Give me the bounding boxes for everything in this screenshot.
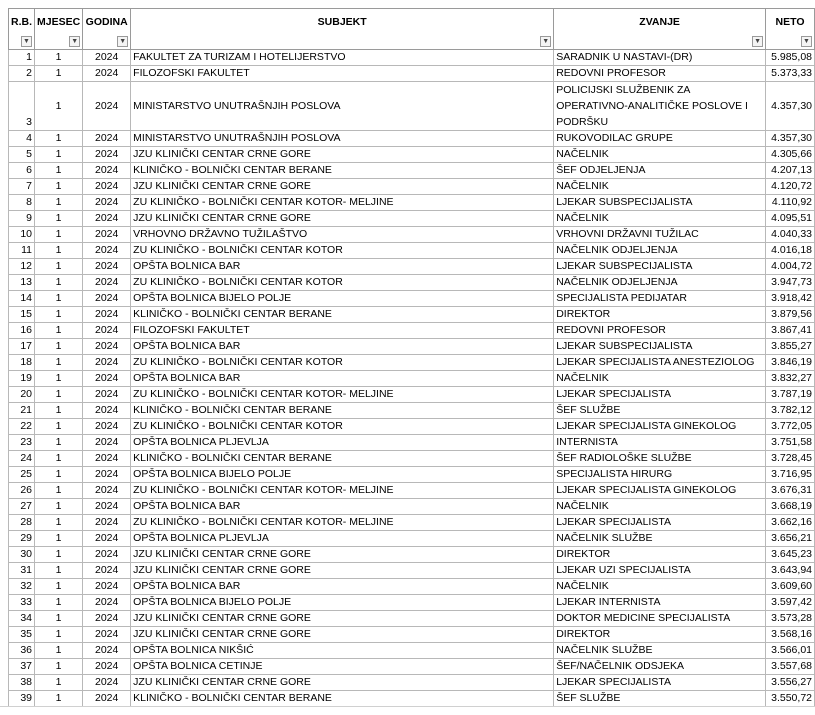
cell-neto[interactable]: 3.573,28 (766, 611, 815, 627)
cell-godina[interactable]: 2024 (83, 163, 131, 179)
cell-subjekt[interactable]: ZU KLINIČKO - BOLNIČKI CENTAR KOTOR- MELJINE (131, 195, 554, 211)
cell-zvanje[interactable]: LJEKAR UZI SPECIJALISTA (554, 563, 766, 579)
table-row (9, 627, 815, 643)
cell-subjekt[interactable]: JZU KLINIČKI CENTAR CRNE GORE (131, 147, 554, 163)
cell-neto[interactable]: 3.867,41 (766, 323, 815, 339)
filter-dropdown-icon[interactable]: ▼ (21, 36, 32, 47)
cell-zvanje[interactable]: RUKOVODILAC GRUPE (554, 131, 766, 147)
cell-godina[interactable]: 2024 (83, 259, 131, 275)
table-row (9, 371, 815, 387)
column-header-label: R.B. (11, 16, 32, 28)
cell-neto[interactable]: 3.787,19 (766, 387, 815, 403)
cell-rb[interactable]: 37 (9, 659, 35, 675)
cell-mjesec[interactable]: 1 (35, 403, 83, 419)
cell-godina[interactable]: 2024 (83, 659, 131, 675)
table-row (9, 595, 815, 611)
cell-subjekt[interactable]: ZU KLINIČKO - BOLNIČKI CENTAR KOTOR (131, 419, 554, 435)
cell-mjesec[interactable]: 1 (35, 163, 83, 179)
cell-neto[interactable]: 3.643,94 (766, 563, 815, 579)
cell-godina[interactable]: 2024 (83, 627, 131, 643)
filter-dropdown-icon[interactable]: ▼ (540, 36, 551, 47)
cell-zvanje[interactable]: ŠEF RADIOLOŠKE SLUŽBE (554, 451, 766, 467)
cell-rb[interactable]: 24 (9, 451, 35, 467)
cell-subjekt[interactable]: ZU KLINIČKO - BOLNIČKI CENTAR KOTOR- MELJINE (131, 515, 554, 531)
cell-godina[interactable]: 2024 (83, 691, 131, 707)
cell-neto[interactable]: 5.985,08 (766, 50, 815, 66)
cell-rb[interactable]: 33 (9, 595, 35, 611)
cell-subjekt[interactable]: JZU KLINIČKI CENTAR CRNE GORE (131, 611, 554, 627)
cell-rb[interactable]: 4 (9, 131, 35, 147)
cell-subjekt[interactable]: JZU KLINIČKI CENTAR CRNE GORE (131, 211, 554, 227)
cell-neto[interactable]: 3.855,27 (766, 339, 815, 355)
table-row (9, 515, 815, 531)
cell-neto[interactable]: 3.668,19 (766, 499, 815, 515)
cell-rb[interactable]: 34 (9, 611, 35, 627)
cell-mjesec[interactable]: 1 (35, 179, 83, 195)
sheet-bottom-edge (0, 706, 815, 707)
cell-godina[interactable]: 2024 (83, 643, 131, 659)
table-row (9, 403, 815, 419)
cell-godina[interactable]: 2024 (83, 227, 131, 243)
cell-mjesec[interactable]: 1 (35, 659, 83, 675)
cell-godina[interactable]: 2024 (83, 611, 131, 627)
cell-neto[interactable]: 4.095,51 (766, 211, 815, 227)
table-row (9, 691, 815, 707)
cell-neto[interactable]: 3.609,60 (766, 579, 815, 595)
cell-mjesec[interactable]: 1 (35, 483, 83, 499)
cell-zvanje[interactable]: LJEKAR SPECIJALISTA (554, 515, 766, 531)
cell-subjekt[interactable]: ZU KLINIČKO - BOLNIČKI CENTAR KOTOR (131, 355, 554, 371)
salary-table (8, 8, 815, 707)
table-row (9, 50, 815, 66)
cell-godina[interactable]: 2024 (83, 387, 131, 403)
cell-zvanje[interactable]: DIREKTOR (554, 547, 766, 563)
cell-mjesec[interactable]: 1 (35, 419, 83, 435)
cell-mjesec[interactable]: 1 (35, 435, 83, 451)
cell-subjekt[interactable]: KLINIČKO - BOLNIČKI CENTAR BERANE (131, 403, 554, 419)
column-header-neto (766, 9, 815, 50)
table-row (9, 339, 815, 355)
cell-zvanje[interactable]: NAČELNIK ODJELJENJA (554, 275, 766, 291)
cell-subjekt[interactable]: OPŠTA BOLNICA BIJELO POLJE (131, 291, 554, 307)
table-row (9, 275, 815, 291)
table-body (9, 50, 815, 707)
cell-rb[interactable]: 13 (9, 275, 35, 291)
cell-subjekt[interactable]: OPŠTA BOLNICA BIJELO POLJE (131, 595, 554, 611)
cell-zvanje[interactable]: ŠEF SLUŽBE (554, 691, 766, 707)
cell-neto[interactable]: 3.846,19 (766, 355, 815, 371)
cell-rb[interactable]: 20 (9, 387, 35, 403)
cell-rb[interactable]: 23 (9, 435, 35, 451)
cell-neto[interactable]: 3.597,42 (766, 595, 815, 611)
cell-mjesec[interactable]: 1 (35, 211, 83, 227)
cell-neto[interactable]: 3.832,27 (766, 371, 815, 387)
cell-rb[interactable]: 19 (9, 371, 35, 387)
spreadsheet (8, 8, 815, 715)
table-row (9, 227, 815, 243)
cell-zvanje[interactable]: SPECIJALISTA PEDIJATAR (554, 291, 766, 307)
cell-godina[interactable]: 2024 (83, 355, 131, 371)
cell-mjesec[interactable]: 1 (35, 531, 83, 547)
cell-zvanje[interactable]: NAČELNIK SLUŽBE (554, 643, 766, 659)
cell-godina[interactable]: 2024 (83, 467, 131, 483)
table-row (9, 355, 815, 371)
cell-subjekt[interactable]: VRHOVNO DRŽAVNO TUŽILAŠTVO (131, 227, 554, 243)
column-header-rb (9, 9, 35, 50)
cell-mjesec[interactable]: 1 (35, 627, 83, 643)
cell-mjesec[interactable]: 1 (35, 339, 83, 355)
cell-neto[interactable]: 4.110,92 (766, 195, 815, 211)
cell-rb[interactable]: 29 (9, 531, 35, 547)
cell-rb[interactable]: 22 (9, 419, 35, 435)
cell-neto[interactable]: 3.550,72 (766, 691, 815, 707)
cell-rb[interactable]: 3 (9, 82, 35, 131)
cell-mjesec[interactable]: 1 (35, 323, 83, 339)
cell-zvanje[interactable]: ŠEF SLUŽBE (554, 403, 766, 419)
cell-rb[interactable]: 18 (9, 355, 35, 371)
cell-zvanje[interactable]: REDOVNI PROFESOR (554, 66, 766, 82)
table-row (9, 243, 815, 259)
cell-godina[interactable]: 2024 (83, 483, 131, 499)
cell-zvanje[interactable]: LJEKAR SUBSPECIJALISTA (554, 339, 766, 355)
cell-mjesec[interactable]: 1 (35, 467, 83, 483)
cell-neto[interactable]: 3.568,16 (766, 627, 815, 643)
cell-zvanje[interactable]: LJEKAR INTERNISTA (554, 595, 766, 611)
cell-subjekt[interactable]: FAKULTET ZA TURIZAM I HOTELIJERSTVO (131, 50, 554, 66)
cell-godina[interactable]: 2024 (83, 499, 131, 515)
table-row (9, 211, 815, 227)
cell-rb[interactable]: 15 (9, 307, 35, 323)
cell-godina[interactable]: 2024 (83, 66, 131, 82)
cell-godina[interactable]: 2024 (83, 371, 131, 387)
cell-neto[interactable]: 3.728,45 (766, 451, 815, 467)
cell-mjesec[interactable]: 1 (35, 195, 83, 211)
table-row (9, 66, 815, 82)
filter-dropdown-icon[interactable]: ▼ (752, 36, 763, 47)
cell-neto[interactable]: 3.656,21 (766, 531, 815, 547)
cell-zvanje[interactable]: LJEKAR SPECIJALISTA ANESTEZIOLOG (554, 355, 766, 371)
cell-rb[interactable]: 6 (9, 163, 35, 179)
cell-neto[interactable]: 4.016,18 (766, 243, 815, 259)
cell-subjekt[interactable]: JZU KLINIČKI CENTAR CRNE GORE (131, 547, 554, 563)
table-row (9, 563, 815, 579)
column-header-godina (83, 9, 131, 50)
cell-neto[interactable]: 3.662,16 (766, 515, 815, 531)
cell-rb[interactable]: 31 (9, 563, 35, 579)
cell-zvanje[interactable]: ŠEF/NAČELNIK ODSJEKA (554, 659, 766, 675)
cell-mjesec[interactable]: 1 (35, 291, 83, 307)
header-row (9, 9, 815, 50)
cell-rb[interactable]: 16 (9, 323, 35, 339)
cell-subjekt[interactable]: MINISTARSTVO UNUTRAŠNJIH POSLOVA (131, 131, 554, 147)
cell-zvanje[interactable]: LJEKAR SPECIJALISTA (554, 675, 766, 691)
cell-rb[interactable]: 35 (9, 627, 35, 643)
cell-godina[interactable]: 2024 (83, 579, 131, 595)
cell-neto[interactable]: 3.557,68 (766, 659, 815, 675)
cell-zvanje[interactable]: REDOVNI PROFESOR (554, 323, 766, 339)
table-row (9, 163, 815, 179)
column-header-label: SUBJEKT (317, 16, 367, 28)
cell-godina[interactable]: 2024 (83, 211, 131, 227)
cell-neto[interactable]: 3.556,27 (766, 675, 815, 691)
cell-zvanje[interactable]: LJEKAR SPECIJALISTA GINEKOLOG (554, 419, 766, 435)
cell-neto[interactable]: 4.207,13 (766, 163, 815, 179)
cell-rb[interactable]: 25 (9, 467, 35, 483)
cell-neto[interactable]: 3.879,56 (766, 307, 815, 323)
cell-mjesec[interactable]: 1 (35, 691, 83, 707)
cell-godina[interactable]: 2024 (83, 675, 131, 691)
cell-neto[interactable]: 4.357,30 (766, 131, 815, 147)
cell-subjekt[interactable]: KLINIČKO - BOLNIČKI CENTAR BERANE (131, 307, 554, 323)
table-row (9, 579, 815, 595)
cell-mjesec[interactable]: 1 (35, 515, 83, 531)
cell-neto[interactable]: 4.004,72 (766, 259, 815, 275)
cell-rb[interactable]: 11 (9, 243, 35, 259)
table-row (9, 499, 815, 515)
cell-subjekt[interactable]: ZU KLINIČKO - BOLNIČKI CENTAR KOTOR (131, 275, 554, 291)
cell-zvanje[interactable]: POLICIJSKI SLUŽBENIK ZA OPERATIVNO-ANALITIČKE POSLOVE I PODRŠKU (554, 82, 766, 131)
cell-mjesec[interactable]: 1 (35, 50, 83, 66)
cell-zvanje[interactable]: SARADNIK U NASTAVI-(DR) (554, 50, 766, 66)
cell-mjesec[interactable]: 1 (35, 243, 83, 259)
table-row (9, 643, 815, 659)
cell-zvanje[interactable]: DIREKTOR (554, 627, 766, 643)
cell-rb[interactable]: 32 (9, 579, 35, 595)
cell-mjesec[interactable]: 1 (35, 82, 83, 131)
cell-mjesec[interactable]: 1 (35, 547, 83, 563)
cell-subjekt[interactable]: ZU KLINIČKO - BOLNIČKI CENTAR KOTOR (131, 243, 554, 259)
cell-subjekt[interactable]: JZU KLINIČKI CENTAR CRNE GORE (131, 563, 554, 579)
cell-neto[interactable]: 4.305,66 (766, 147, 815, 163)
table-row (9, 323, 815, 339)
cell-neto[interactable]: 5.373,33 (766, 66, 815, 82)
cell-neto[interactable]: 3.918,42 (766, 291, 815, 307)
cell-godina[interactable]: 2024 (83, 307, 131, 323)
table-row (9, 451, 815, 467)
column-header-label: NETO (775, 16, 805, 28)
cell-zvanje[interactable]: LJEKAR SPECIJALISTA GINEKOLOG (554, 483, 766, 499)
cell-rb[interactable]: 21 (9, 403, 35, 419)
table-row (9, 291, 815, 307)
cell-rb[interactable]: 5 (9, 147, 35, 163)
cell-subjekt[interactable]: OPŠTA BOLNICA PLJEVLJA (131, 435, 554, 451)
cell-zvanje[interactable]: NAČELNIK (554, 499, 766, 515)
cell-rb[interactable]: 8 (9, 195, 35, 211)
cell-rb[interactable]: 12 (9, 259, 35, 275)
column-header-subjekt (131, 9, 554, 50)
cell-subjekt[interactable]: JZU KLINIČKI CENTAR CRNE GORE (131, 179, 554, 195)
filter-dropdown-icon[interactable]: ▼ (117, 36, 128, 47)
cell-mjesec[interactable]: 1 (35, 643, 83, 659)
cell-zvanje[interactable]: DIREKTOR (554, 307, 766, 323)
cell-mjesec[interactable]: 1 (35, 275, 83, 291)
cell-rb[interactable]: 38 (9, 675, 35, 691)
cell-mjesec[interactable]: 1 (35, 307, 83, 323)
cell-mjesec[interactable]: 1 (35, 611, 83, 627)
cell-mjesec[interactable]: 1 (35, 371, 83, 387)
cell-subjekt[interactable]: OPŠTA BOLNICA BAR (131, 579, 554, 595)
cell-rb[interactable]: 2 (9, 66, 35, 82)
cell-rb[interactable]: 26 (9, 483, 35, 499)
cell-mjesec[interactable]: 1 (35, 595, 83, 611)
cell-zvanje[interactable]: NAČELNIK (554, 371, 766, 387)
cell-rb[interactable]: 14 (9, 291, 35, 307)
cell-godina[interactable]: 2024 (83, 435, 131, 451)
cell-subjekt[interactable]: OPŠTA BOLNICA BAR (131, 371, 554, 387)
cell-mjesec[interactable]: 1 (35, 66, 83, 82)
cell-godina[interactable]: 2024 (83, 419, 131, 435)
cell-godina[interactable]: 2024 (83, 291, 131, 307)
table-row (9, 467, 815, 483)
cell-rb[interactable]: 7 (9, 179, 35, 195)
table-row (9, 547, 815, 563)
cell-rb[interactable]: 39 (9, 691, 35, 707)
cell-neto[interactable]: 3.772,05 (766, 419, 815, 435)
table-row (9, 483, 815, 499)
cell-zvanje[interactable]: NAČELNIK SLUŽBE (554, 531, 766, 547)
cell-zvanje[interactable]: LJEKAR SPECIJALISTA (554, 387, 766, 403)
cell-godina[interactable]: 2024 (83, 50, 131, 66)
cell-godina[interactable]: 2024 (83, 563, 131, 579)
filter-dropdown-icon[interactable]: ▼ (801, 36, 812, 47)
column-header-label: ZVANJE (639, 16, 680, 28)
cell-subjekt[interactable]: ZU KLINIČKO - BOLNIČKI CENTAR KOTOR- MELJINE (131, 483, 554, 499)
cell-subjekt[interactable]: ZU KLINIČKO - BOLNIČKI CENTAR KOTOR- MELJINE (131, 387, 554, 403)
cell-subjekt[interactable]: FILOZOFSKI FAKULTET (131, 66, 554, 82)
cell-subjekt[interactable]: KLINIČKO - BOLNIČKI CENTAR BERANE (131, 163, 554, 179)
cell-subjekt[interactable]: OPŠTA BOLNICA NIKŠIĆ (131, 643, 554, 659)
table-row (9, 147, 815, 163)
table-row (9, 131, 815, 147)
cell-neto[interactable]: 4.040,33 (766, 227, 815, 243)
cell-rb[interactable]: 36 (9, 643, 35, 659)
table-row (9, 419, 815, 435)
cell-rb[interactable]: 30 (9, 547, 35, 563)
table-row (9, 82, 815, 131)
cell-zvanje[interactable]: DOKTOR MEDICINE SPECIJALISTA (554, 611, 766, 627)
cell-zvanje[interactable]: INTERNISTA (554, 435, 766, 451)
cell-godina[interactable]: 2024 (83, 82, 131, 131)
cell-subjekt[interactable]: JZU KLINIČKI CENTAR CRNE GORE (131, 675, 554, 691)
cell-godina[interactable]: 2024 (83, 547, 131, 563)
cell-subjekt[interactable]: OPŠTA BOLNICA BAR (131, 339, 554, 355)
cell-zvanje[interactable]: NAČELNIK (554, 211, 766, 227)
cell-rb[interactable]: 10 (9, 227, 35, 243)
cell-rb[interactable]: 1 (9, 50, 35, 66)
cell-subjekt[interactable]: KLINIČKO - BOLNIČKI CENTAR BERANE (131, 451, 554, 467)
cell-mjesec[interactable]: 1 (35, 675, 83, 691)
cell-mjesec[interactable]: 1 (35, 131, 83, 147)
cell-zvanje[interactable]: SPECIJALISTA HIRURG (554, 467, 766, 483)
cell-godina[interactable]: 2024 (83, 243, 131, 259)
column-header-label: MJESEC (37, 16, 81, 28)
cell-neto[interactable]: 4.120,72 (766, 179, 815, 195)
cell-mjesec[interactable]: 1 (35, 227, 83, 243)
cell-subjekt[interactable]: OPŠTA BOLNICA BAR (131, 499, 554, 515)
cell-rb[interactable]: 9 (9, 211, 35, 227)
cell-godina[interactable]: 2024 (83, 595, 131, 611)
table-row (9, 307, 815, 323)
cell-godina[interactable]: 2024 (83, 131, 131, 147)
table-row (9, 179, 815, 195)
cell-zvanje[interactable]: NAČELNIK (554, 147, 766, 163)
column-header-zvanje (554, 9, 766, 50)
table-row (9, 675, 815, 691)
table-row (9, 259, 815, 275)
cell-godina[interactable]: 2024 (83, 515, 131, 531)
cell-godina[interactable]: 2024 (83, 451, 131, 467)
cell-neto[interactable]: 3.947,73 (766, 275, 815, 291)
cell-mjesec[interactable]: 1 (35, 387, 83, 403)
cell-subjekt[interactable]: JZU KLINIČKI CENTAR CRNE GORE (131, 627, 554, 643)
table-row (9, 387, 815, 403)
cell-neto[interactable]: 3.782,12 (766, 403, 815, 419)
table-row (9, 611, 815, 627)
cell-godina[interactable]: 2024 (83, 195, 131, 211)
cell-mjesec[interactable]: 1 (35, 563, 83, 579)
cell-neto[interactable]: 3.645,23 (766, 547, 815, 563)
cell-mjesec[interactable]: 1 (35, 451, 83, 467)
cell-zvanje[interactable]: ŠEF ODJELJENJA (554, 163, 766, 179)
column-header-label: GODINA (85, 16, 128, 28)
cell-neto[interactable]: 3.566,01 (766, 643, 815, 659)
cell-mjesec[interactable]: 1 (35, 259, 83, 275)
cell-neto[interactable]: 4.357,30 (766, 82, 815, 131)
cell-godina[interactable]: 2024 (83, 147, 131, 163)
cell-subjekt[interactable]: OPŠTA BOLNICA BAR (131, 259, 554, 275)
cell-neto[interactable]: 3.676,31 (766, 483, 815, 499)
cell-zvanje[interactable]: NAČELNIK ODJELJENJA (554, 243, 766, 259)
cell-godina[interactable]: 2024 (83, 323, 131, 339)
cell-godina[interactable]: 2024 (83, 339, 131, 355)
table-row (9, 659, 815, 675)
cell-godina[interactable]: 2024 (83, 179, 131, 195)
cell-zvanje[interactable]: LJEKAR SUBSPECIJALISTA (554, 195, 766, 211)
cell-rb[interactable]: 27 (9, 499, 35, 515)
cell-subjekt[interactable]: OPŠTA BOLNICA BIJELO POLJE (131, 467, 554, 483)
cell-mjesec[interactable]: 1 (35, 147, 83, 163)
filter-dropdown-icon[interactable]: ▼ (69, 36, 80, 47)
cell-subjekt[interactable]: KLINIČKO - BOLNIČKI CENTAR BERANE (131, 691, 554, 707)
cell-neto[interactable]: 3.751,58 (766, 435, 815, 451)
cell-subjekt[interactable]: OPŠTA BOLNICA PLJEVLJA (131, 531, 554, 547)
cell-subjekt[interactable]: MINISTARSTVO UNUTRAŠNJIH POSLOVA (131, 82, 554, 131)
cell-godina[interactable]: 2024 (83, 275, 131, 291)
cell-mjesec[interactable]: 1 (35, 499, 83, 515)
table-row (9, 195, 815, 211)
cell-neto[interactable]: 3.716,95 (766, 467, 815, 483)
cell-zvanje[interactable]: NAČELNIK (554, 179, 766, 195)
cell-godina[interactable]: 2024 (83, 403, 131, 419)
table-row (9, 531, 815, 547)
cell-subjekt[interactable]: FILOZOFSKI FAKULTET (131, 323, 554, 339)
column-header-mjesec (35, 9, 83, 50)
cell-rb[interactable]: 28 (9, 515, 35, 531)
cell-zvanje[interactable]: LJEKAR SUBSPECIJALISTA (554, 259, 766, 275)
cell-godina[interactable]: 2024 (83, 531, 131, 547)
cell-mjesec[interactable]: 1 (35, 355, 83, 371)
cell-mjesec[interactable]: 1 (35, 579, 83, 595)
cell-rb[interactable]: 17 (9, 339, 35, 355)
cell-subjekt[interactable]: OPŠTA BOLNICA CETINJE (131, 659, 554, 675)
cell-zvanje[interactable]: VRHOVNI DRŽAVNI TUŽILAC (554, 227, 766, 243)
table-row (9, 435, 815, 451)
cell-zvanje[interactable]: NAČELNIK (554, 579, 766, 595)
